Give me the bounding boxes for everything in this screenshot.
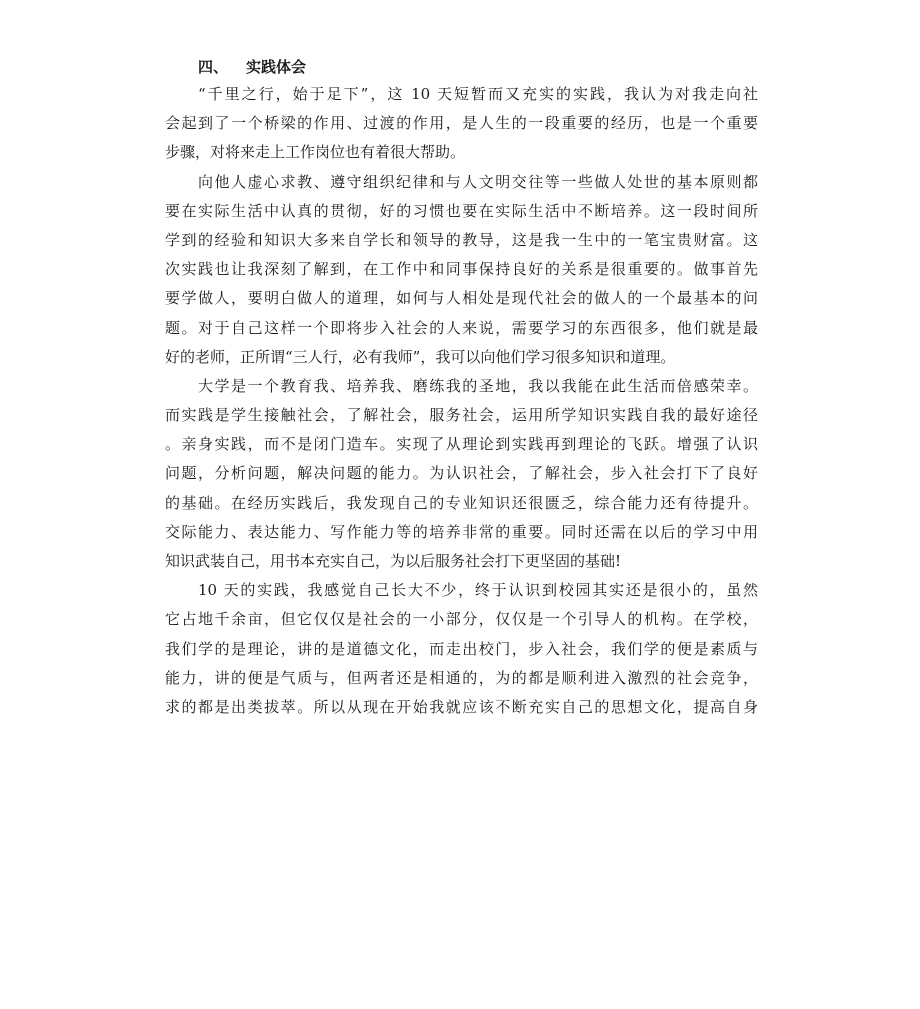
text-line: 知识武装自己，用书本充实自己，为以后服务社会打下更坚固的基础! xyxy=(165,552,622,570)
text-line: 学到的经验和知识大多来自学长和领导的教导，这是我一生中的一笔宝贵财富。这 xyxy=(165,230,758,249)
text-line: 要学做人，要明白做人的道理，如何与人相处是现代社会的做人的一个最基本的问 xyxy=(165,289,758,308)
text-line: 它占地千余亩，但它仅仅是社会的一小部分，仅仅是一个引导人的机构。在学校， xyxy=(165,610,758,629)
section-title: 实践体会 xyxy=(246,58,307,76)
section-heading xyxy=(165,54,758,80)
text-line: 而实践是学生接触社会，了解社会，服务社会，运用所学知识实践自我的最好途径 xyxy=(165,406,758,425)
text-line: 求的都是出类拔萃。所以从现在开始我就应该不断充实自己的思想文化，提高自身 xyxy=(165,697,758,716)
text-line: 。亲身实践，而不是闭门造车。实现了从理论到实践再到理论的飞跃。增强了认识 xyxy=(165,435,758,454)
text-line: 次实践也让我深刻了解到，在工作中和同事保持良好的关系是很重要的。做事首先 xyxy=(165,260,758,279)
paragraph xyxy=(165,576,758,722)
text-line: 大学是一个教育我、培养我、磨练我的圣地，我以我能在此生活而倍感荣幸。 xyxy=(198,376,758,395)
text-line: 能力，讲的便是气质与，但两者还是相通的，为的都是顺利进入激烈的社会竞争， xyxy=(165,668,758,687)
text-line: 的基础。在经历实践后，我发现自己的专业知识还很匮乏，综合能力还有待提升。 xyxy=(165,493,758,512)
text-line: 好的老师，正所谓“三人行，必有我师”，我可以向他们学习很多知识和道理。 xyxy=(165,347,676,366)
text-line: 10 天的实践，我感觉自己长大不少，终于认识到校园其实还是很小的，虽然 xyxy=(198,581,758,600)
text-line: 步骤，对将来走上工作岗位也有着很大帮助。 xyxy=(165,143,466,162)
text-line: 会起到了一个桥梁的作用、过渡的作用，是人生的一段重要的经历，也是一个重要 xyxy=(165,114,758,133)
paragraph xyxy=(165,168,758,372)
text-line: 题。对于自己这样一个即将步入社会的人来说，需要学习的东西很多，他们就是最 xyxy=(165,318,758,337)
paragraph xyxy=(165,372,758,576)
text-line: 问题，分析问题，解决问题的能力。为认识社会，了解社会，步入社会打下了良好 xyxy=(165,464,758,483)
document-body xyxy=(165,54,758,722)
text-line: 向他人虚心求教、遵守组织纪律和与人文明交往等一些做人处世的基本原则都 xyxy=(198,172,758,191)
text-line: 我们学的是理论，讲的是道德文化，而走出校门，步入社会，我们学的便是素质与 xyxy=(165,639,758,658)
section-number: 四、 xyxy=(198,58,229,76)
text-line: 交际能力、表达能力、写作能力等的培养非常的重要。同时还需在以后的学习中用 xyxy=(165,522,758,541)
text-line: “千里之行，始于足下”，这 10 天短暂而又充实的实践，我认为对我走向社 xyxy=(198,85,758,103)
paragraph xyxy=(165,80,758,168)
text-line: 要在实际生活中认真的贯彻，好的习惯也要在实际生活中不断培养。这一段时间所 xyxy=(165,201,758,220)
